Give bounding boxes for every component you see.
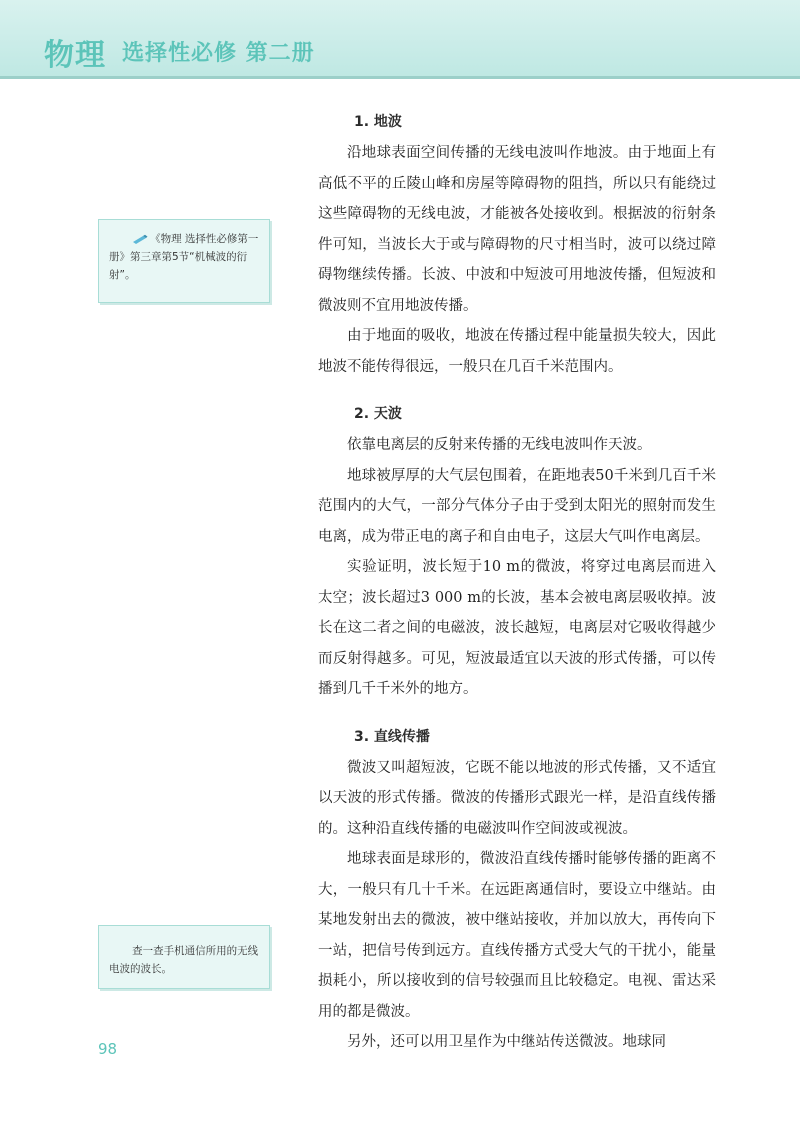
paragraph: 依靠电离层的反射来传播的无线电波叫作天波。 (347, 437, 652, 453)
sidenote-question-text: 查一查手机通信所用的无线电波的波长。 (109, 945, 259, 975)
book-title: 选择性必修 第二册 (122, 41, 315, 66)
section-sky-wave (318, 402, 716, 705)
paragraph: 实验证明，波长短于10 m的微波，将穿过电离层而进入太空；波长超过3 000 m的长波，基本会被电离层吸收掉。波长在这二者之间的电磁波，波长越短，电离层对它吸收得越少而反射得越多。可见，短波最适宜以天波的形式传播，可以传播到几千千米外的地方。 (318, 559, 716, 697)
book-subject: 物理 (44, 38, 106, 73)
page-header (0, 0, 800, 76)
header-divider (0, 76, 800, 79)
paragraph: 微波又叫超短波，它既不能以地波的形式传播，又不适宜以天波的形式传播。微波的传播形式跟光一样，是沿直线传播的。这种沿直线传播的电磁波叫作空间波或视波。 (318, 759, 716, 837)
section-heading: 3. 直线传播 (354, 728, 430, 745)
section-heading: 1. 地波 (354, 114, 402, 130)
main-content (318, 110, 716, 1078)
paragraph: 由于地面的吸收，地波在传播过程中能量损失较大，因此地波不能传得很远，一般只在几百千米范围内。 (318, 328, 716, 375)
sidenote-question (98, 925, 270, 989)
page-number: 98 (98, 1040, 118, 1058)
pen-icon (132, 234, 148, 244)
section-line-of-sight (318, 725, 716, 1058)
paragraph: 地球被厚厚的大气层包围着，在距地表50千米到几百千米范围内的大气，一部分气体分子由于受到太阳光的照射而发生电离，成为带正电的离子和自由电子，这层大气叫作电离层。 (318, 467, 716, 545)
sidenote-reference-text: 《物理 选择性必修第一册》第三章第5节“机械波的衍射”。 (109, 233, 259, 281)
section-ground-wave (318, 110, 716, 382)
section-heading: 2. 天波 (354, 406, 402, 422)
paragraph: 沿地球表面空间传播的无线电波叫作地波。由于地面上有高低不平的丘陵山峰和房屋等障碍物的阻挡，所以只有能绕过这些障碍物的无线电波，才能被各处接收到。根据波的衍射条件可知，当波长大于或与障碍物的尺寸相当时，波可以绕过障碍物继续传播。长波、中波和中短波可用地波传播，但短波和微波则不宜用地波传播。 (318, 145, 716, 314)
paragraph: 另外，还可以用卫星作为中继站传送微波。地球同 (347, 1034, 666, 1050)
paragraph: 地球表面是球形的，微波沿直线传播时能够传播的距离不大，一般只有几十千米。在远距离通信时，要设立中继站。由某地发射出去的微波，被中继站接收，并加以放大，再传向下一站，把信号传到远方。直线传播方式受大气的干扰小，能量损耗小，所以接收到的信号较强而且比较稳定。电视、雷达采用的都是微波。 (318, 851, 716, 1020)
sidenote-reference (98, 219, 270, 303)
